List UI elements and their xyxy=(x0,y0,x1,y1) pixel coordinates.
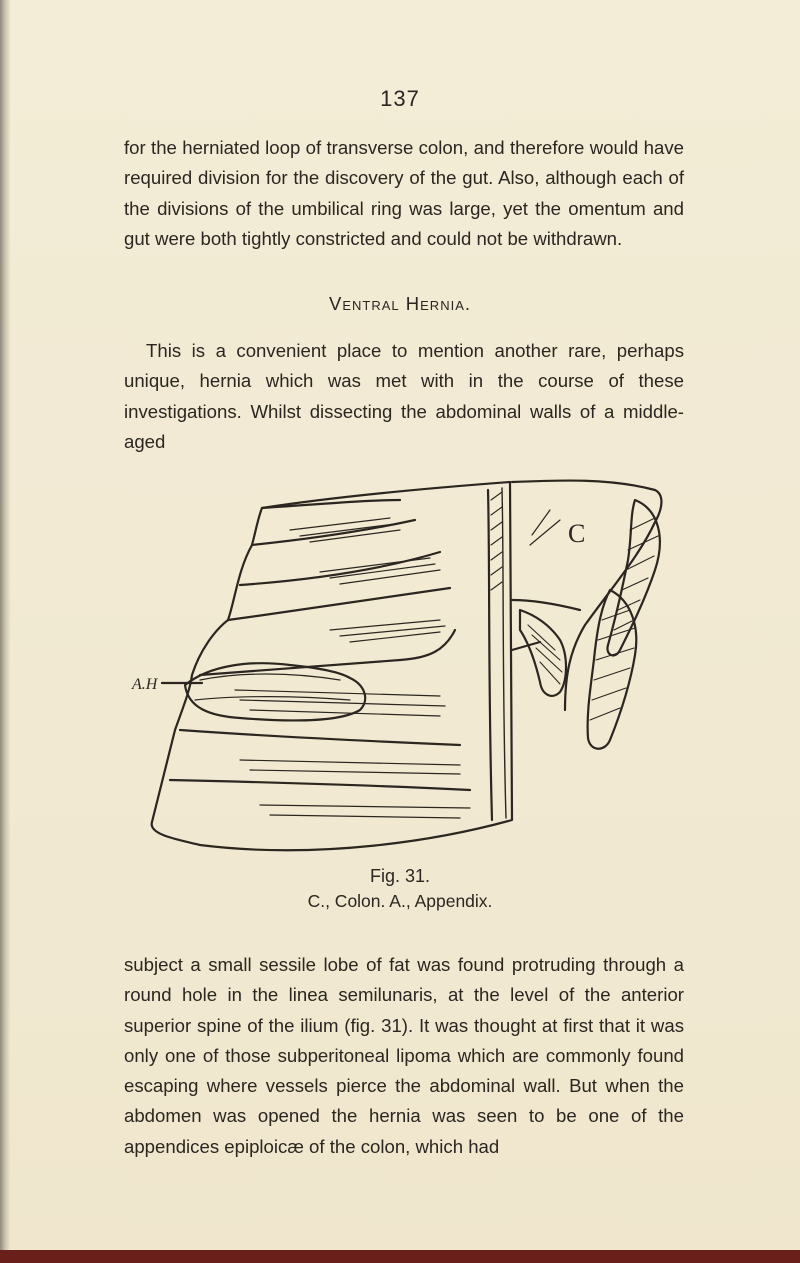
figure-31-illustration xyxy=(132,460,680,865)
hernia-sac xyxy=(185,663,365,720)
appendix-lobe-2 xyxy=(588,590,637,749)
layer-line-4 xyxy=(228,588,450,620)
layer-line-3 xyxy=(240,552,440,585)
layer-line-6 xyxy=(180,730,460,745)
hernia-drawing xyxy=(132,460,680,865)
paragraph-3: subject a small sessile lobe of fat was found protruding through a round hole in the linea semilunaris, at the level of the anterior superior spine of the ilium (fig. 31). It was thought at first that it was only one of those subperitoneal lipoma which are commonly found escaping where vessels pierce the abdominal wall. But when the abdomen was opened the hernia was seen to be one of the appendices epiploicæ of the colon, which had xyxy=(124,954,684,1157)
layer-line-2 xyxy=(252,520,415,545)
figure-caption: C., Colon. A., Appendix. xyxy=(307,891,493,911)
appendix-lobe-3 xyxy=(607,500,659,655)
figure-label-c: C xyxy=(568,519,586,548)
figure-label-ah: A.H xyxy=(132,676,158,693)
paragraph-1: for the herniated loop of transverse colon, and therefore would have required division for the discovery of the gut. Also, although each of the divisions of the umbilical ring was large, yet the omentum and gut were both tightly constricted and could not be withdrawn. xyxy=(124,137,684,249)
bottom-rule xyxy=(0,1250,800,1263)
colon-band xyxy=(488,490,492,820)
page-binding-edge xyxy=(0,0,10,1263)
colon-outline xyxy=(512,480,661,710)
layer-line-7 xyxy=(170,780,470,790)
paragraph-2-text: This is a convenient place to mention another rare, perhaps unique, hernia which was met with in the course of these investigations. Whilst dissecting the abdominal walls of a middle-aged xyxy=(124,340,684,452)
page-number: 137 xyxy=(380,86,420,111)
figure-number: Fig. 31. xyxy=(369,866,431,886)
section-heading: Ventral Hernia. xyxy=(329,293,471,314)
layer-line-5 xyxy=(200,630,455,675)
paragraph-2 xyxy=(124,336,684,457)
